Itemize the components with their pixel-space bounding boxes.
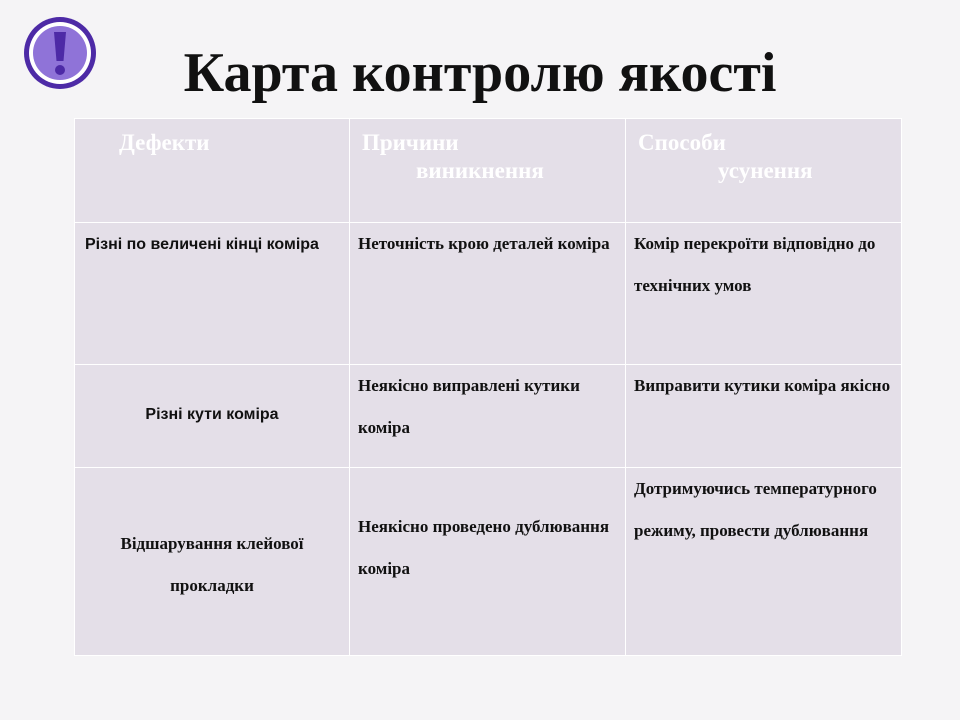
header-fixes — [626, 119, 902, 223]
header-fixes-line2: усунення — [718, 158, 813, 183]
header-defects-label: Дефекти — [119, 130, 210, 155]
table-header-row — [75, 119, 902, 223]
header-causes — [350, 119, 626, 223]
table-row — [75, 365, 902, 468]
fix-text: Виправити кутики коміра якісно — [634, 376, 891, 395]
fix-text: Комір перекроїти відповідно до технічних умов — [634, 234, 876, 295]
page-title: Карта контролю якості — [183, 42, 777, 104]
defect-cell — [75, 223, 350, 365]
cause-cell — [350, 223, 626, 365]
header-defects — [75, 119, 350, 223]
defect-cell — [75, 365, 350, 468]
defect-text: Різні по величені кінці коміра — [85, 236, 319, 253]
header-causes-line1: Причини — [362, 130, 459, 155]
table-row — [75, 223, 902, 365]
defect-cell — [75, 468, 350, 656]
header-causes-line2: виникнення — [416, 158, 544, 183]
fix-cell — [626, 468, 902, 656]
cause-cell — [350, 365, 626, 468]
cause-text: Неякісно виправлені кутики коміра — [358, 376, 580, 437]
fix-cell — [626, 365, 902, 468]
table-row — [75, 468, 902, 656]
cause-text: Неякісно проведено дублювання коміра — [358, 517, 610, 578]
header-fixes-line1: Способи — [638, 130, 726, 155]
fix-cell — [626, 223, 902, 365]
defect-text: Різні кути коміра — [145, 406, 279, 423]
cause-text: Неточність крою деталей коміра — [358, 234, 610, 253]
quality-control-table — [74, 118, 902, 656]
defect-text: Відшарування клейової прокладки — [120, 534, 304, 595]
fix-text: Дотримуючись температурного режиму, провести дублювання — [634, 479, 877, 540]
cause-cell — [350, 468, 626, 656]
